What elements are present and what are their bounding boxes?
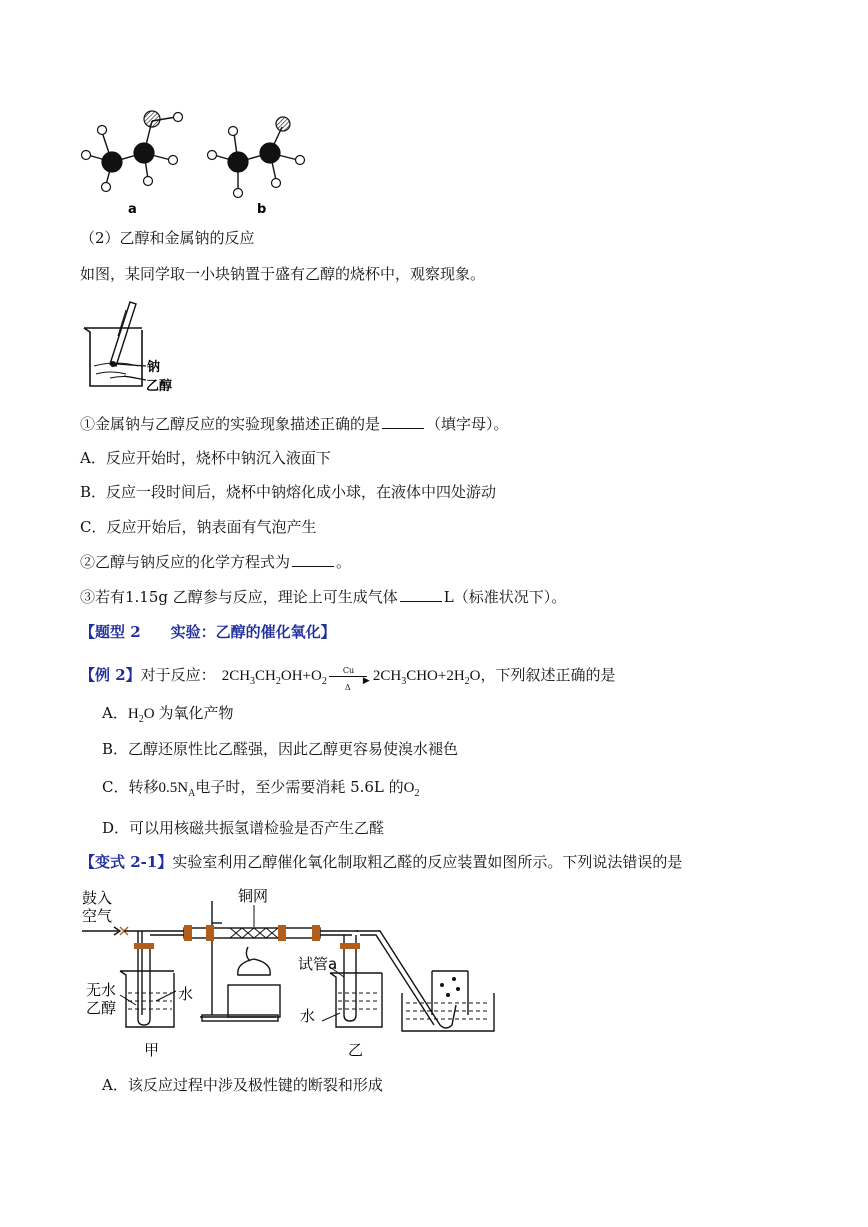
yi-label: 乙 (348, 1041, 364, 1059)
water-label-2: 水 (300, 1007, 316, 1025)
option-b: B．反应一段时间后，烧杯中钠熔化成小球，在液体中四处游动 (80, 483, 497, 501)
example2-option-c: C．转移$0.5N_A$电子时，至少需要消耗 5.6L 的$O_2$ (102, 778, 420, 799)
blow-air-label-2: 空气 (82, 907, 113, 925)
question-3: ③若有1.15g 乙醇参与反应，理论上可生成气体 L（标准状况下）。 (80, 588, 567, 606)
jia-label: 甲 (144, 1041, 160, 1059)
variant21-stem: 【变式 2-1】实验室利用乙醇催化氧化制取粗乙醛的反应装置如图所示。下列说法错误的是 (80, 853, 683, 871)
example2-option-b: B．乙醇还原性比乙醛强，因此乙醇更容易使溴水褪色 (102, 740, 459, 758)
reaction-arrow: Cu ▶ Δ (329, 668, 371, 684)
water-label-1: 水 (178, 985, 194, 1003)
answer-blank (400, 587, 442, 602)
example2-option-a: A．$H_2O$ 为氧化产物 (102, 704, 234, 725)
example2-stem: 【例 2】对于反应： $2CH_3CH_2OH+O_2$ Cu ▶ Δ $2CH_3CHO+2H_2O$，下列叙述正确的是 (80, 666, 616, 692)
ethanol-label: 乙醇 (146, 379, 173, 394)
copper-mesh-label: 铜网 (238, 887, 269, 905)
section-intro: 如图，某同学取一小块钠置于盛有乙醇的烧杯中，观察现象。 (80, 265, 486, 283)
option-a: A．反应开始时，烧杯中钠沉入液面下 (80, 449, 331, 467)
example2-option-d: D．可以用核磁共振氢谱检验是否产生乙醛 (102, 819, 385, 837)
anhydrous-label-1: 无水 (86, 981, 117, 999)
molecule-b-label: b (257, 202, 267, 217)
beaker-sodium-figure (80, 298, 190, 394)
answer-blank (382, 414, 424, 429)
option-c: C．反应开始后，钠表面有气泡产生 (80, 518, 317, 536)
answer-blank (292, 552, 334, 567)
molecule-models-figure (76, 105, 316, 220)
blow-air-label-1: 鼓入 (82, 889, 113, 907)
section-heading: （2）乙醇和金属钠的反应 (80, 229, 255, 247)
question-2: ②乙醇与钠反应的化学方程式为 。 (80, 553, 352, 571)
type2-heading: 【题型 2 实验：乙醇的催化氧化】 (80, 623, 336, 641)
variant21-option-a: A．该反应过程中涉及极性键的断裂和形成 (102, 1076, 383, 1094)
apparatus-figure (80, 885, 510, 1060)
sodium-label: 钠 (147, 360, 161, 375)
arrow-line (329, 676, 367, 677)
tube-a-label: 试管a (298, 955, 338, 973)
question-1: ①金属钠与乙醇反应的实验现象描述正确的是 （填字母）。 (80, 415, 509, 433)
arrow-head: ▶ (362, 676, 370, 686)
molecule-a-label: a (128, 202, 137, 217)
anhydrous-label-2: 乙醇 (86, 999, 117, 1017)
